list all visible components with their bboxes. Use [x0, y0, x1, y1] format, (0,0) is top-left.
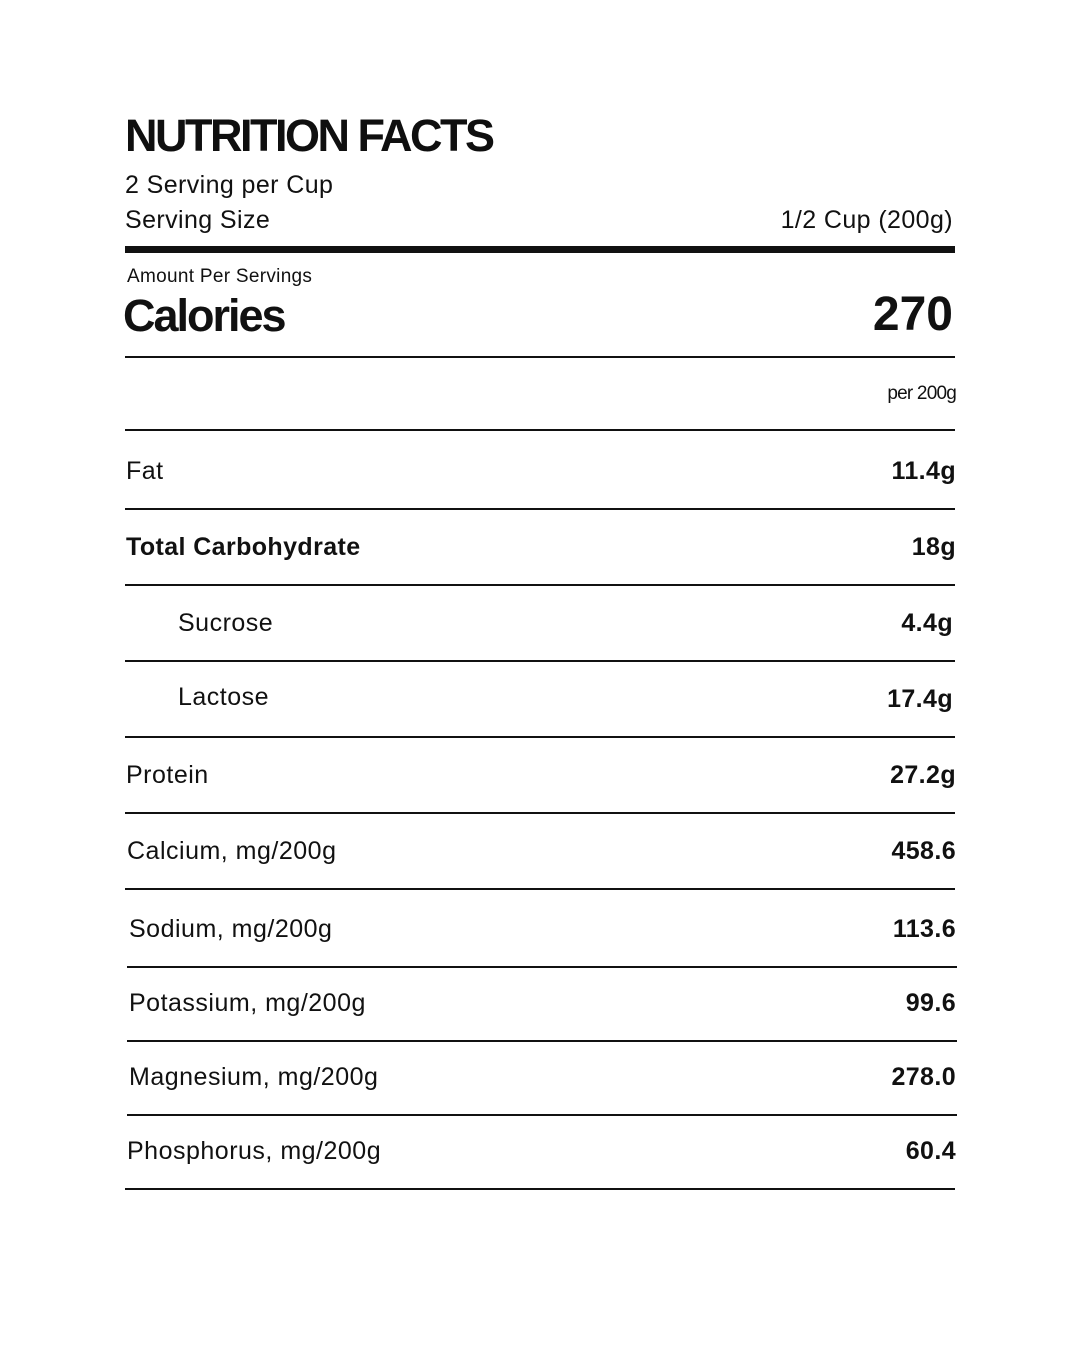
divider	[125, 812, 955, 814]
nutrient-label-magnesium: Magnesium, mg/200g	[129, 1063, 379, 1091]
divider	[127, 966, 957, 968]
nutrient-label-lactose: Lactose	[178, 683, 270, 711]
divider	[125, 508, 955, 510]
nutrient-value-phosphorus: 60.4	[905, 1137, 956, 1165]
nutrient-value-calcium: 458.6	[891, 837, 956, 865]
nutrient-value-fat: 11.4g	[891, 457, 956, 485]
nutrient-label-sucrose: Sucrose	[178, 609, 274, 637]
calories-value: 270	[872, 288, 953, 341]
nutrient-label-fat: Fat	[126, 457, 164, 485]
divider	[125, 429, 955, 431]
thick-divider	[125, 246, 955, 253]
nutrition-facts-title: NUTRITION FACTS	[125, 110, 493, 161]
nutrient-value-sodium: 113.6	[892, 915, 956, 943]
column-header-per-200g: per 200g	[887, 383, 956, 404]
nutrient-value-magnesium: 278.0	[891, 1063, 956, 1091]
divider	[127, 1040, 957, 1042]
nutrient-value-protein: 27.2g	[890, 761, 956, 789]
divider	[125, 888, 955, 890]
serving-size-value: 1/2 Cup (200g)	[780, 206, 953, 234]
amount-per-serving-label: Amount Per Servings	[127, 266, 313, 287]
divider	[125, 1188, 955, 1190]
nutrient-value-potassium: 99.6	[905, 989, 956, 1017]
divider	[125, 660, 955, 662]
nutrient-value-sucrose: 4.4g	[901, 609, 953, 637]
nutrient-value-lactose: 17.4g	[887, 685, 953, 713]
divider	[125, 584, 955, 586]
nutrient-value-total-carbohydrate: 18g	[911, 533, 956, 561]
servings-per-container: 2 Serving per Cup	[125, 171, 334, 199]
nutrient-label-calcium: Calcium, mg/200g	[127, 837, 337, 865]
serving-size-label: Serving Size	[125, 206, 271, 234]
divider	[125, 736, 955, 738]
nutrient-label-phosphorus: Phosphorus, mg/200g	[127, 1137, 382, 1165]
divider	[125, 356, 955, 358]
divider	[127, 1114, 957, 1116]
nutrient-label-protein: Protein	[126, 761, 209, 789]
nutrient-label-total-carbohydrate: Total Carbohydrate	[126, 533, 361, 561]
nutrient-label-potassium: Potassium, mg/200g	[129, 989, 366, 1017]
calories-label: Calories	[123, 290, 285, 341]
nutrient-label-sodium: Sodium, mg/200g	[129, 915, 333, 943]
